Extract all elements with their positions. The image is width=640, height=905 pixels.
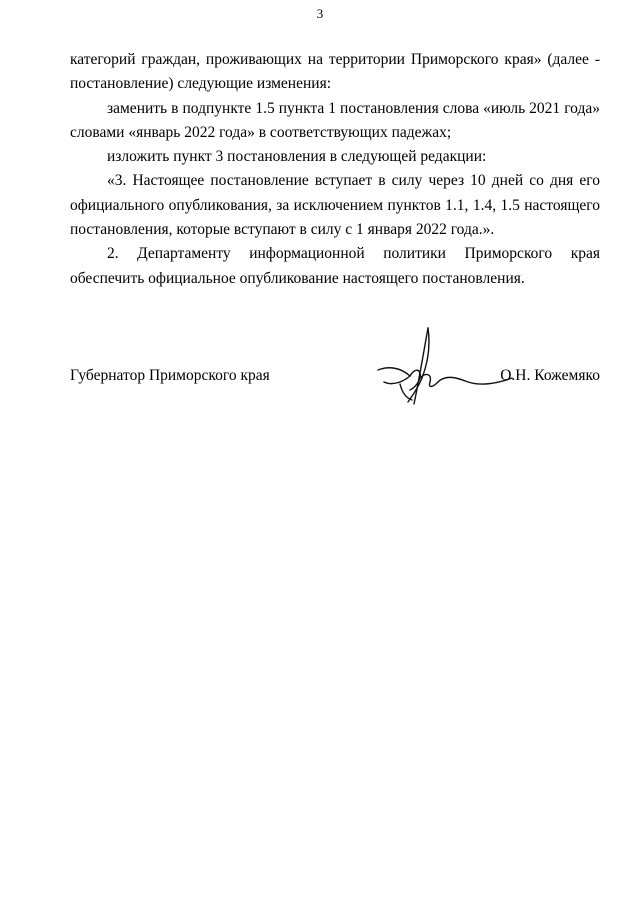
paragraph-item-3-text: «3. Настоящее постановление вступает в силу через 10 дней со дня его официального опубликования, за исключением пунктов 1.1, 1.4, 1.5 настоящего постановления, которые вступают в силу с 1 января 2022 года.». xyxy=(70,172,600,239)
page-number: 3 xyxy=(316,6,324,21)
paragraph-replace-words: заменить в подпункте 1.5 пункта 1 постановления слова «июль 2021 года» словами «январь 2022 года» в соответствующих падежах; xyxy=(70,99,600,141)
paragraph-item-2-publication: 2. Департаменту информационной политики Приморского края обеспечить официальное опубликование настоящего постановления. xyxy=(70,245,600,287)
signatory-name: О.Н. Кожемяко xyxy=(500,367,600,384)
signature-block xyxy=(70,320,600,420)
paragraph-restate-item: изложить пункт 3 постановления в следующей редакции: xyxy=(107,148,487,166)
document-body xyxy=(70,48,600,291)
signatory-title: Губернатор Приморского края xyxy=(70,367,270,384)
paragraph-continuation: категорий граждан, проживающих на территории Приморского края» (далее - постановление) следующие изменения: xyxy=(70,51,600,93)
